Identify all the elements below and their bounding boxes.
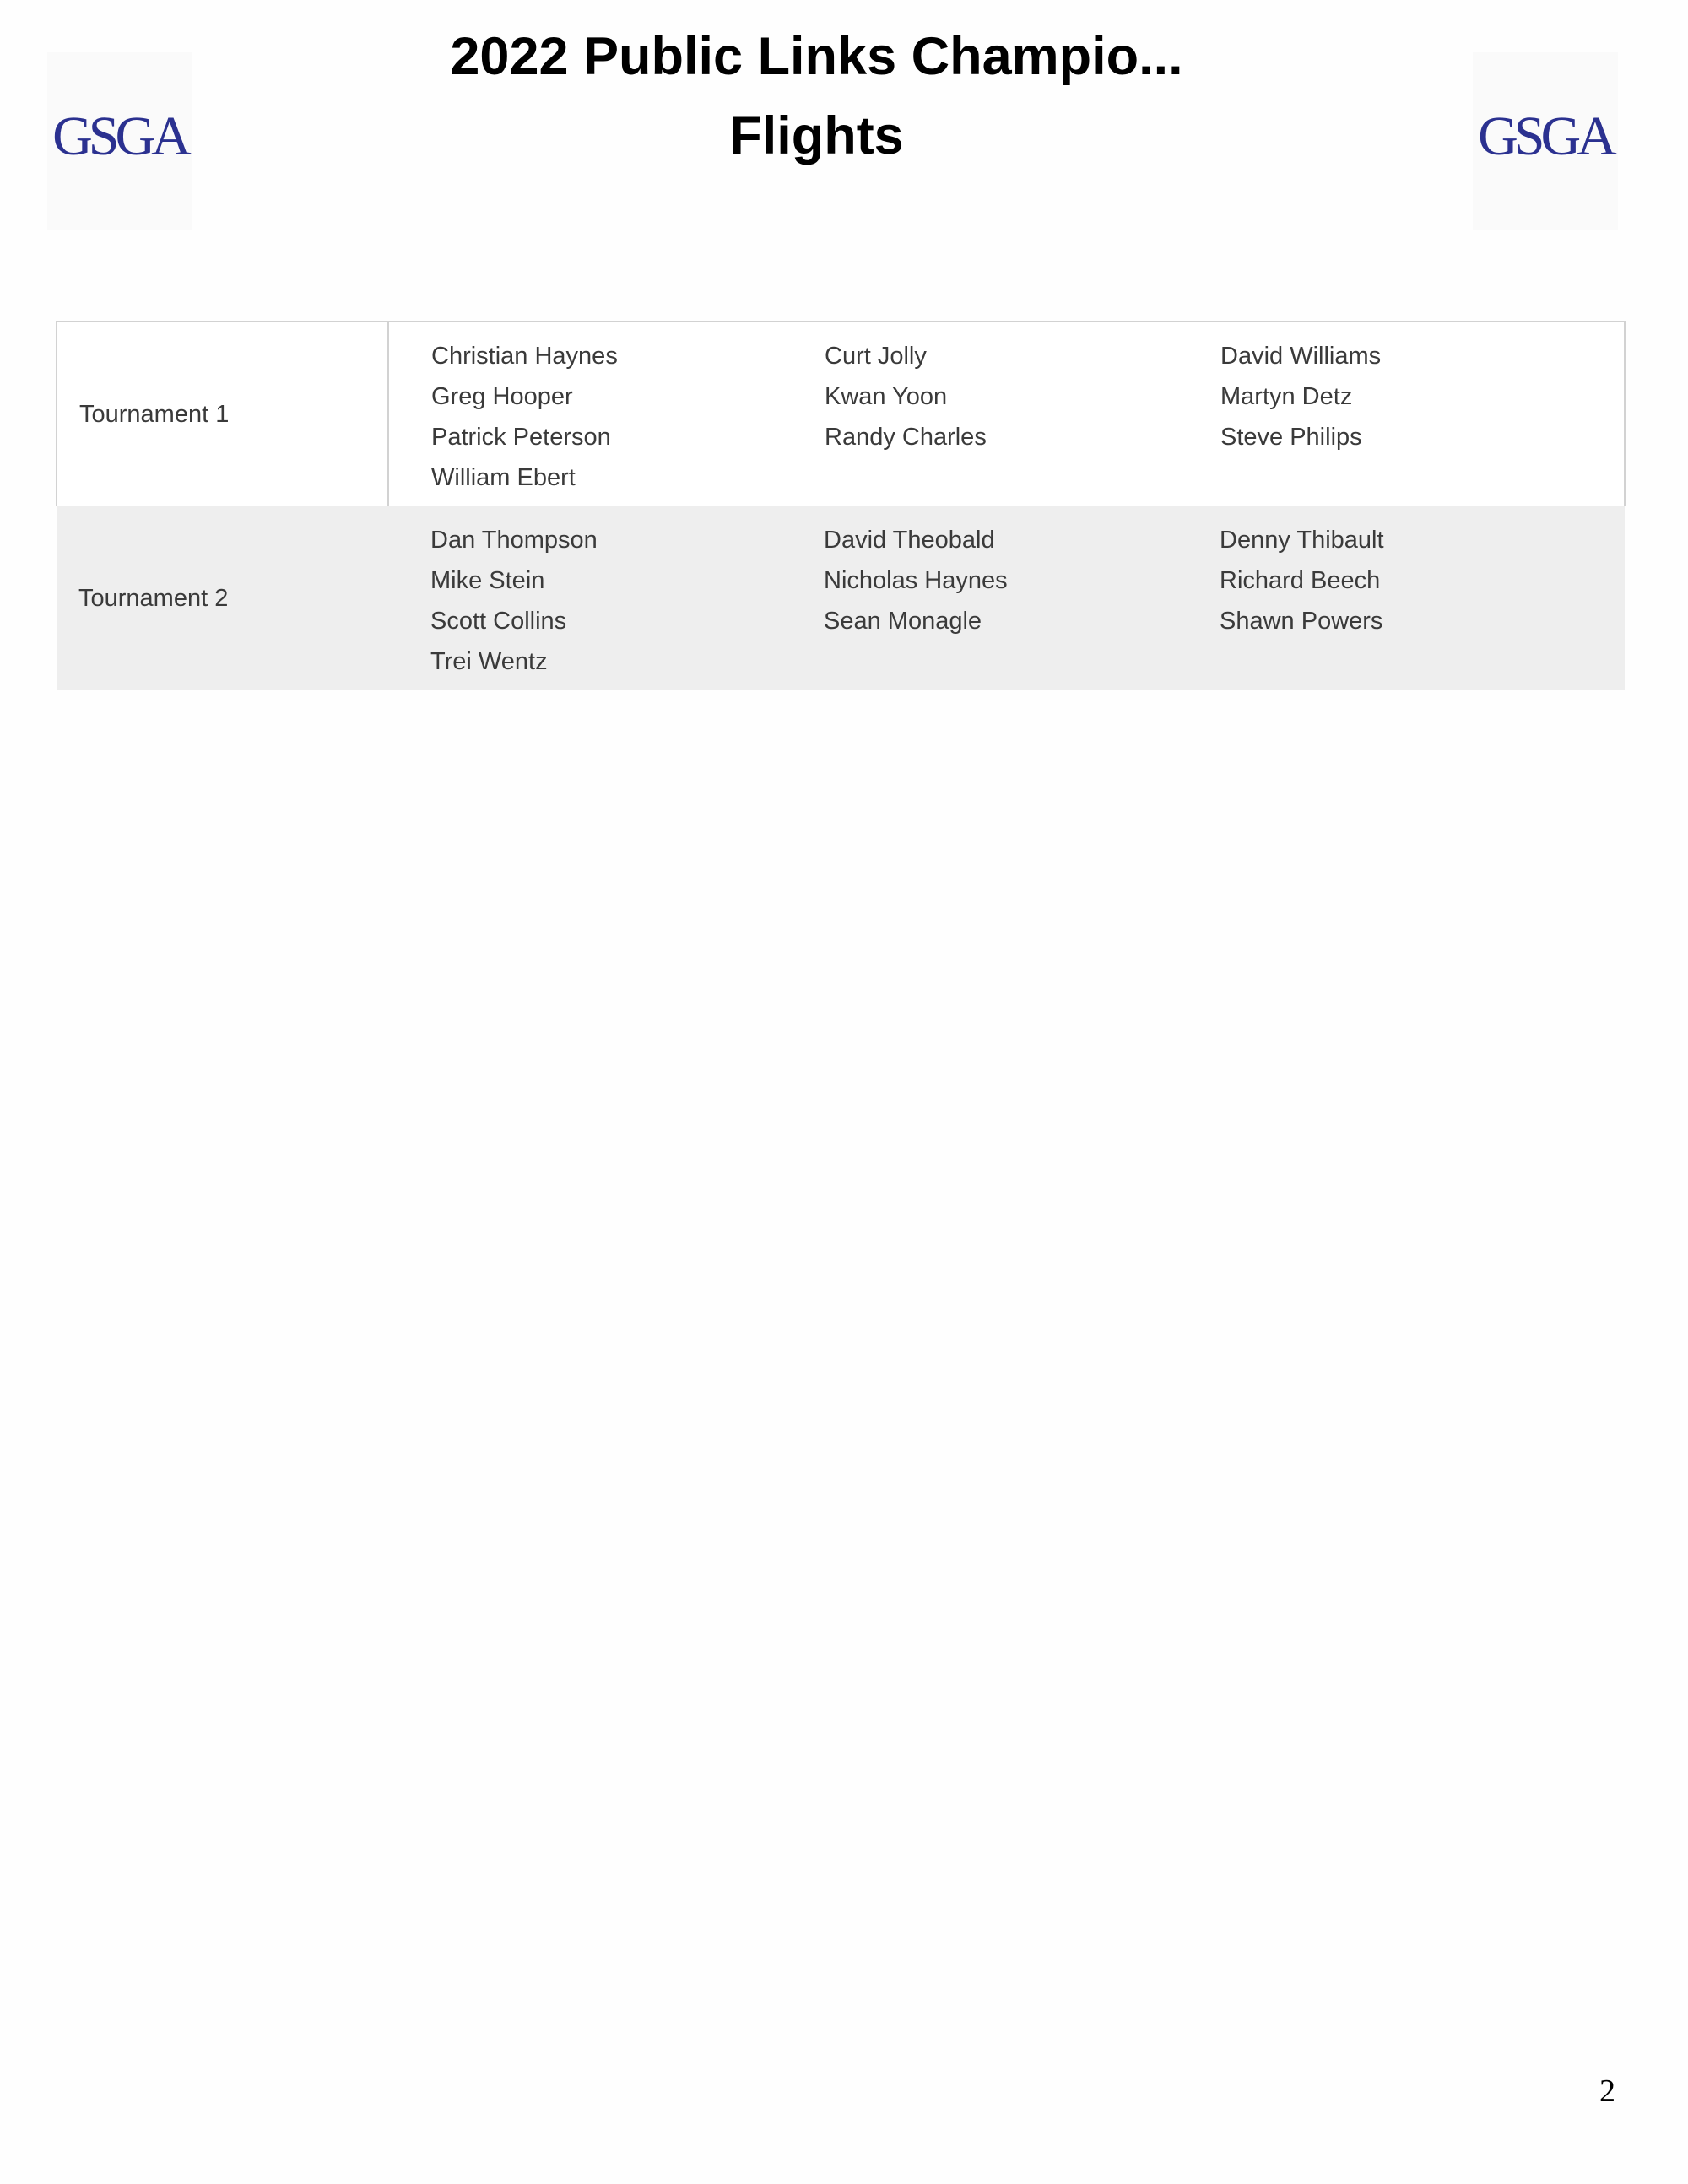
player-name: Dan Thompson: [430, 527, 598, 554]
gsga-logo-text: GSGA: [52, 105, 187, 167]
player-name: Christian Haynes: [431, 343, 618, 370]
player-name: Sean Monagle: [824, 608, 982, 635]
player-name: Greg Hooper: [431, 383, 573, 410]
player-name: David Williams: [1220, 343, 1382, 370]
player-name: Kwan Yoon: [825, 383, 948, 410]
player-name: Nicholas Haynes: [824, 567, 1008, 594]
page-title: 2022 Public Links Champio...: [450, 27, 1183, 86]
flight-name: Tournament 2: [78, 584, 229, 612]
player-list: [430, 520, 1625, 682]
player-name: Shawn Powers: [1220, 608, 1383, 635]
player-name: Scott Collins: [430, 608, 567, 635]
flight-row: [57, 506, 1625, 690]
flights-table: [56, 321, 1626, 690]
player-name: Trei Wentz: [430, 648, 548, 675]
player-name: Denny Thibault: [1220, 527, 1384, 554]
page-subtitle: Flights: [729, 106, 904, 165]
player-name: William Ebert: [431, 464, 576, 491]
flight-row: [57, 322, 1625, 506]
page-number: 2: [1599, 2073, 1615, 2109]
player-name: David Theobald: [824, 527, 995, 554]
player-list: [431, 336, 1624, 498]
player-name: Steve Philips: [1220, 424, 1362, 451]
player-name: Richard Beech: [1220, 567, 1381, 594]
gsga-logo-text: GSGA: [1478, 105, 1613, 167]
player-name: Mike Stein: [430, 567, 545, 594]
player-name: Patrick Peterson: [431, 424, 611, 451]
player-name: Randy Charles: [825, 424, 987, 451]
flight-players: [388, 322, 1625, 506]
player-name: Martyn Detz: [1220, 383, 1353, 410]
player-name: Curt Jolly: [825, 343, 927, 370]
flight-players: [388, 506, 1625, 690]
flight-name: Tournament 1: [57, 322, 388, 506]
